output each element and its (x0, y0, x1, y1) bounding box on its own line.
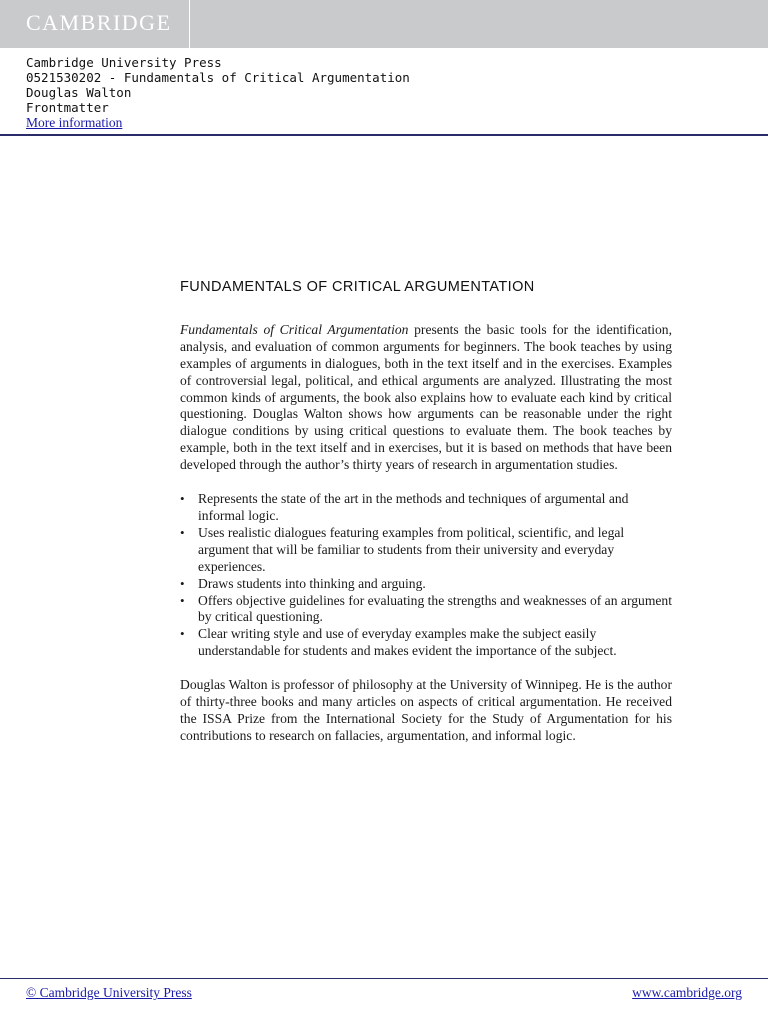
list-item (180, 491, 672, 525)
page-content (180, 279, 672, 745)
intro-text: presents the basic tools for the identification, analysis, and evaluation of common arguments for beginners. The book teaches by using examples of arguments in dialogues, both in the text itself and in the exercises. Examples of controversial legal, political, and ethical arguments are analyzed. Illustrating the most common kinds of arguments, the book also explains how to evaluate each kind by critical questioning. Douglas Walton shows how arguments can be reasonable under the right dialogue conditions by using critical questions to evaluate them. The book teaches by example, both in the text itself and in exercises, but it is based on methods that have been developed through the author’s thirty years of research in argumentation studies. (180, 321, 672, 473)
website-link[interactable]: www.cambridge.org (632, 985, 742, 1000)
author-line: Douglas Walton (26, 85, 132, 100)
author-bio-paragraph: Douglas Walton is professor of philosophy at the University of Winnipeg. He is the author of thirty-three books and many articles on aspects of critical argumentation. He received the ISSA Prize from the International Society for the Study of Argumentation for his contributions to research on fallacies, argumentation, and informal logic. (180, 677, 672, 743)
header-divider (0, 134, 768, 136)
list-item-text: Uses realistic dialogues featuring examples from political, scientific, and legal argument that will be familiar to students from their university and everyday experiences. (198, 524, 625, 574)
top-banner (0, 0, 768, 48)
list-item (180, 593, 672, 627)
cambridge-logo: CAMBRIDGE (26, 10, 172, 35)
bullet-icon: • (180, 626, 185, 642)
list-item-text: Offers objective guidelines for evaluating the strengths and weaknesses of an argument by critical questioning. (198, 592, 673, 625)
logo-box (0, 0, 190, 48)
list-item (180, 525, 672, 576)
list-item-text: Draws students into thinking and arguing. (198, 575, 426, 591)
bullet-icon: • (180, 575, 185, 591)
bullet-icon: • (180, 592, 185, 608)
bullet-icon: • (180, 491, 185, 507)
section-line: Frontmatter (26, 100, 109, 115)
feature-list (180, 491, 672, 660)
more-information-link[interactable]: More information (26, 115, 123, 130)
bullet-icon: • (180, 524, 185, 540)
isbn-title-line: 0521530202 - Fundamentals of Critical Argumentation (26, 70, 410, 85)
page-title: FUNDAMENTALS OF CRITICAL ARGUMENTATION (180, 279, 535, 295)
list-item-text: Clear writing style and use of everyday examples make the subject easily understandable for students and makes evident the importance of the subject. (198, 626, 617, 659)
footer-divider (0, 978, 768, 979)
book-title-italic: Fundamentals of Critical Argumentation (180, 321, 409, 337)
list-item (180, 576, 672, 593)
list-item-text: Represents the state of the art in the methods and techniques of argumental and informal logic. (198, 491, 629, 523)
intro-paragraph (180, 322, 672, 474)
publisher-line: Cambridge University Press (26, 55, 222, 70)
list-item (180, 626, 672, 660)
document-meta (26, 55, 626, 130)
copyright-link[interactable]: © Cambridge University Press (26, 985, 192, 1000)
